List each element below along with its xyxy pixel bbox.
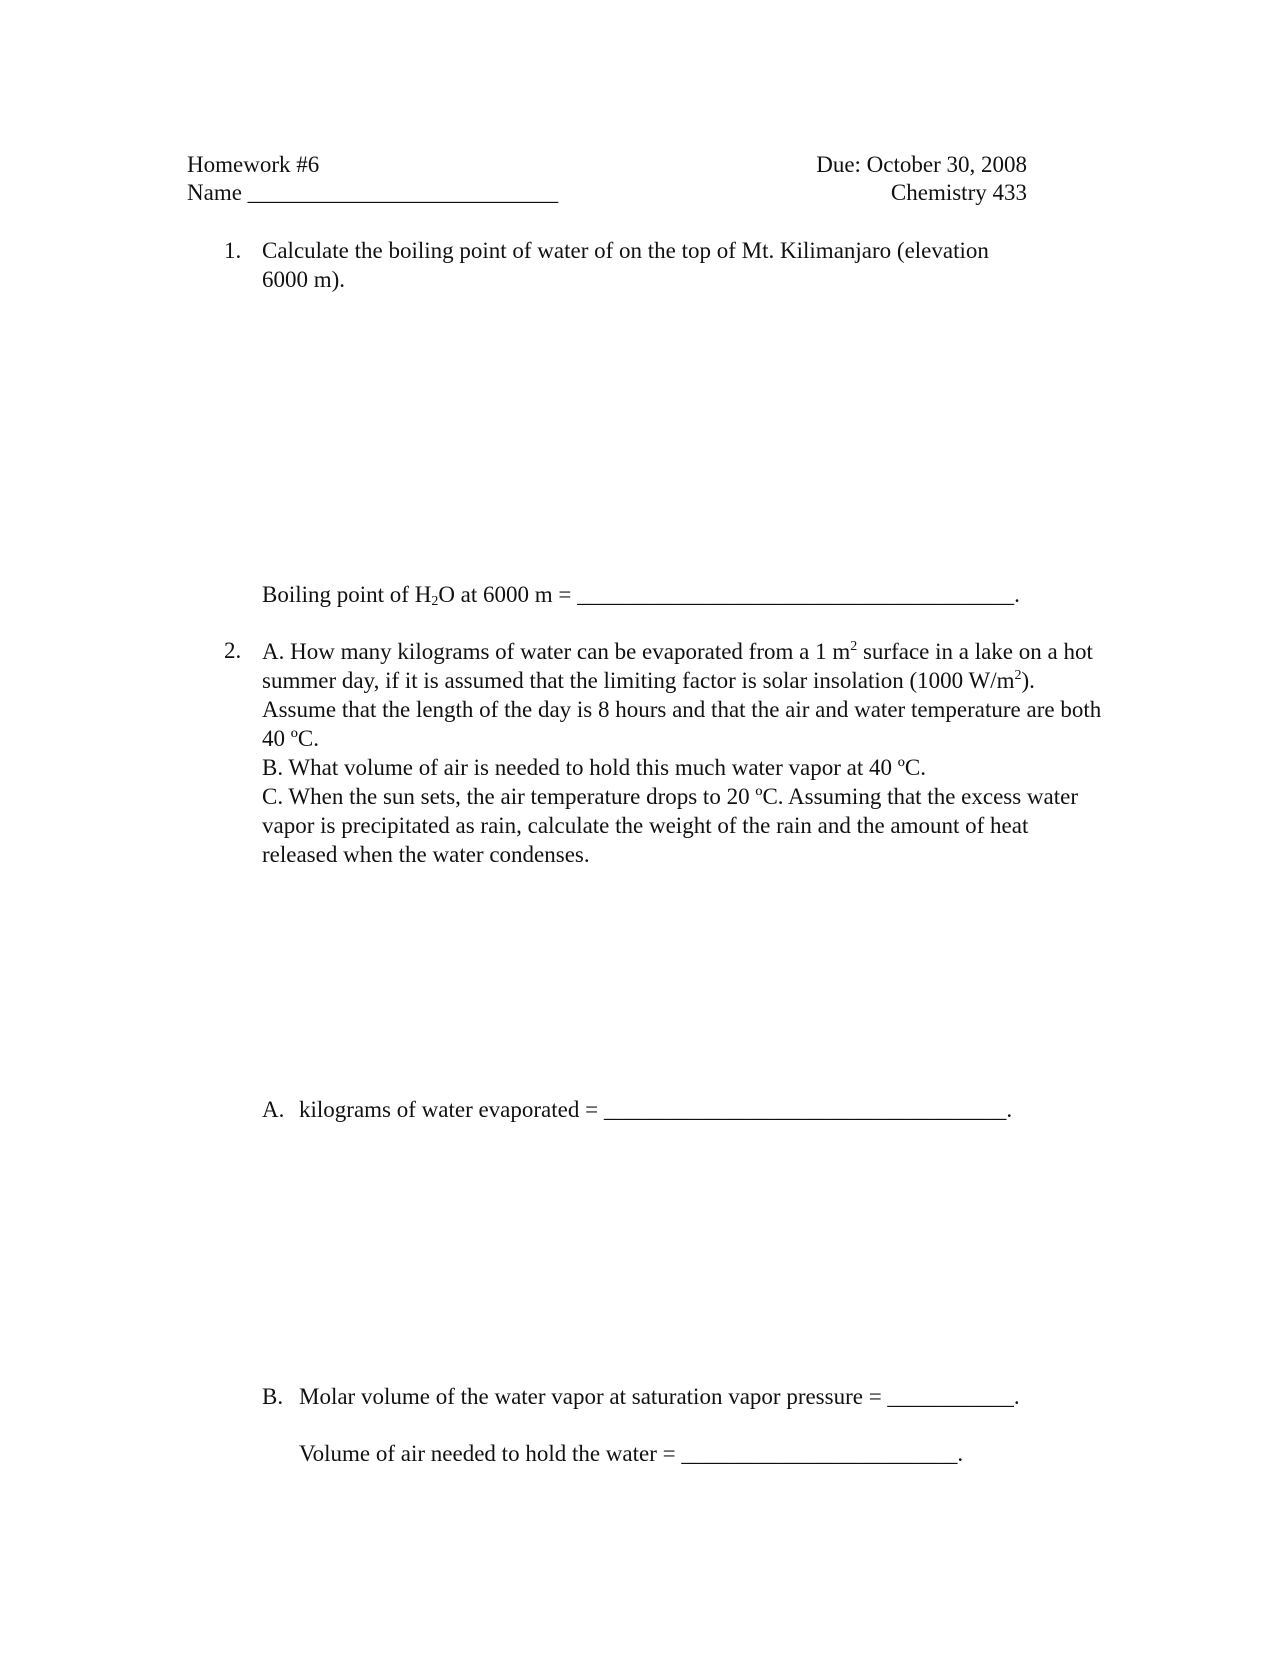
answer-b-blank: ___________ [887, 1384, 1014, 1409]
answer-a-end: . [1006, 1097, 1013, 1122]
answer-1-subscript: 2 [431, 594, 439, 609]
homework-title: Homework #6 [187, 152, 320, 177]
answer-b [299, 1383, 1020, 1411]
name-blank: ___________________________ [247, 180, 559, 205]
part-a-sup-1: 2 [850, 639, 858, 654]
answer-a [299, 1096, 1012, 1124]
question-2-part-b: B. What volume of air is needed to hold this much water vapor at 40 ºC. [262, 755, 926, 780]
part-a-text-3: ). Assume that the length of the day is 8 hours and that the air and water temperature are both 40 ºC. [262, 668, 1102, 751]
answer-1-blank: ______________________________________ [577, 582, 1015, 607]
answer-b2-text: Volume of air needed to hold the water = [299, 1441, 682, 1466]
question-1-line1: Calculate the boiling point of water of on the top of Mt. Kilimanjaro (elevation [262, 238, 989, 263]
answer-b-label: B. [262, 1384, 284, 1409]
question-2-body [262, 637, 1102, 869]
question-2-number: 2. [224, 638, 242, 663]
question-1-line2: 6000 m). [262, 267, 346, 292]
name-label: Name [187, 180, 242, 205]
answer-b2-end: . [957, 1441, 964, 1466]
answer-b-end: . [1013, 1384, 1020, 1409]
answer-1-end: . [1014, 582, 1020, 607]
question-2-part-a [262, 637, 1102, 753]
name-line [187, 179, 558, 207]
question-1-answer [262, 581, 1020, 609]
answer-b-text: Molar volume of the water vapor at saturation vapor pressure = [299, 1384, 888, 1409]
question-2-part-c: C. When the sun sets, the air temperature drops to 20 ºC. Assuming that the excess water vapor is precipitated as rain, calculate the weight of the rain and the amount of heat released when the water condenses. [262, 784, 1079, 867]
part-a-sup-2: 2 [1014, 668, 1022, 683]
course-name: Chemistry 433 [890, 180, 1027, 205]
answer-1-post: O at 6000 m = [438, 582, 578, 607]
part-a-text-2: surface in a lake on a hot summer day, if it is assumed that the limiting factor is solar insolation (1000 W/m [262, 639, 1093, 693]
part-a-text-1: A. How many kilograms of water can be evaporated from a 1 m [262, 639, 851, 664]
answer-a-blank: ___________________________________ [603, 1097, 1007, 1122]
answer-a-label: A. [262, 1097, 285, 1122]
question-1-number: 1. [224, 238, 242, 263]
due-date: Due: October 30, 2008 [816, 152, 1027, 177]
answer-a-text: kilograms of water evaporated = [299, 1097, 604, 1122]
answer-1-pre: Boiling point of H [262, 582, 432, 607]
answer-b2-blank: ________________________ [681, 1441, 958, 1466]
answer-b2 [299, 1440, 963, 1468]
